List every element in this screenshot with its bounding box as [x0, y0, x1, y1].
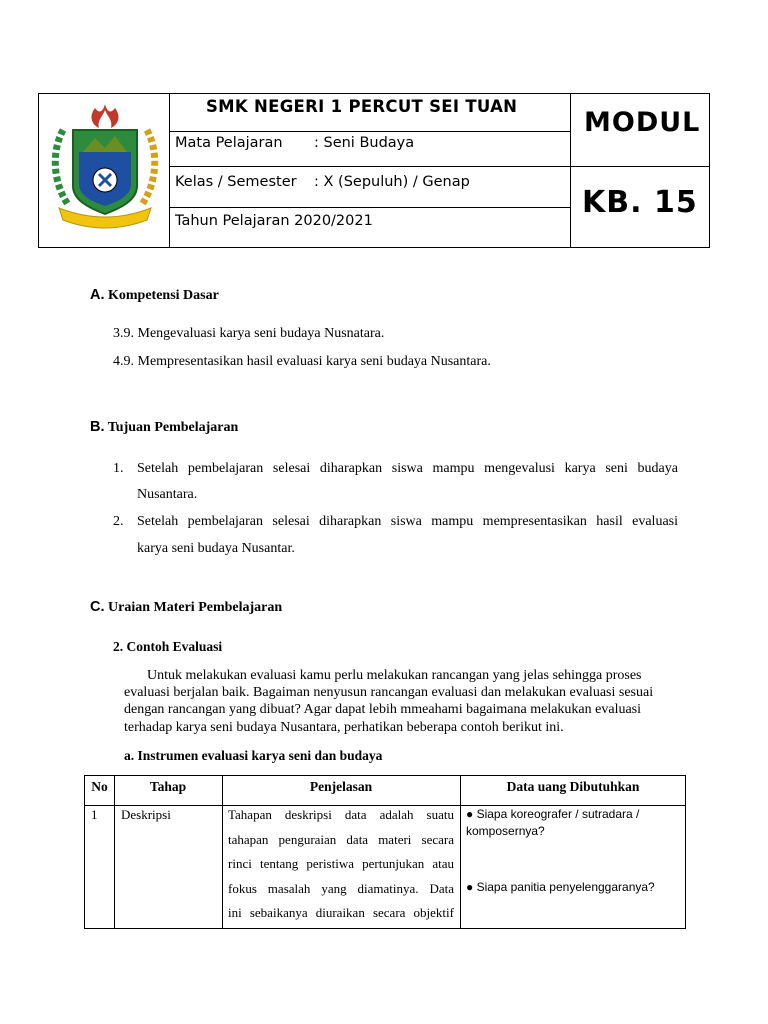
data-item-2: ● Siapa panitia penyelenggaranya?	[466, 880, 655, 894]
paragraph-line-4: terhadap karya seni budaya Nusantara, perhatikan beberapa contoh berikut ini.	[124, 720, 564, 735]
col-header-no: No	[91, 779, 108, 794]
school-year: Tahun Pelajaran 2020/2021	[175, 213, 373, 229]
section-a-heading: Kompetensi Dasar	[108, 288, 219, 303]
penjelasan-line: Tahapan deskripsi data adalah suatu	[228, 807, 454, 822]
goal-2-line-2: karya seni budaya Nusantar.	[137, 541, 295, 556]
paragraph-line-2: evaluasi berjalan baik. Bagaiman nenyusun rancangan evaluasi dan melakukan evaluasi sesuai	[124, 685, 654, 700]
col-header-penjelasan: Penjelasan	[309, 779, 373, 794]
kb-number: KB. 15	[582, 185, 698, 220]
subsection-title: 2. Contoh Evaluasi	[113, 639, 223, 654]
section-c-heading: Uraian Materi Pembelajaran	[108, 600, 283, 615]
kd-item-2: 4.9. Mempresentasikan hasil evaluasi karya seni budaya Nusantara.	[113, 354, 491, 369]
class-value: : X (Sepuluh) / Genap	[314, 174, 470, 190]
penjelasan-line: fokus masalah yang diamatinya. Data	[228, 880, 454, 896]
table-caption: a. Instrumen evaluasi karya seni dan budaya	[124, 748, 383, 763]
modul-label: MODUL	[584, 107, 701, 138]
subject-value: : Seni Budaya	[314, 135, 415, 151]
subject-label: Mata Pelajaran	[175, 135, 283, 151]
data-item-1-line-1: ● Siapa koreografer / sutradara /	[466, 807, 640, 821]
data-item-1-line-2: komposernya?	[466, 824, 545, 838]
paragraph-line-3: dengan rancangan yang dibuat? Agar dapat lebih mmeahami bagaimana melakukan evaluasi	[124, 702, 642, 717]
row-1-no: 1	[91, 807, 98, 822]
class-label: Kelas / Semester	[175, 174, 297, 190]
header-table	[38, 93, 710, 248]
penjelasan-line: rinci tentang peristiwa pertunjukan atau	[228, 856, 454, 871]
section-b-letter: B.	[90, 419, 105, 435]
goal-1-number: 1.	[113, 461, 124, 476]
section-b-heading: Tujuan Pembelajaran	[107, 420, 239, 435]
section-a-title	[90, 287, 219, 304]
paragraph-line-1: Untuk melakukan evaluasi kamu perlu melakukan rancangan yang jelas sehingga proses	[147, 668, 642, 683]
goal-2-line-1: Setelah pembelajaran selesai diharapkan siswa mampu mempresentasikan hasil evaluasi	[137, 514, 678, 529]
section-b-title	[90, 419, 238, 436]
section-c-title	[90, 599, 282, 616]
goal-2-number: 2.	[113, 514, 124, 529]
school-logo	[49, 102, 161, 234]
penjelasan-line: tahapan penguraian data materi secara	[228, 831, 454, 847]
goal-1-line-2: Nusantara.	[137, 487, 198, 502]
row-1-penjelasan	[228, 803, 454, 926]
kd-item-1: 3.9. Mengevaluasi karya seni budaya Nusnatara.	[113, 326, 385, 341]
section-c-letter: C.	[90, 599, 105, 615]
col-header-tahap: Tahap	[149, 779, 187, 794]
section-a-letter: A.	[90, 287, 105, 303]
penjelasan-line: ini sebaikanya diuraikan secara objektif	[228, 905, 454, 920]
evaluation-table	[84, 775, 686, 929]
col-header-data: Data uang Dibutuhkan	[506, 779, 640, 794]
row-1-tahap: Deskripsi	[121, 807, 171, 822]
school-name: SMK NEGERI 1 PERCUT SEI TUAN	[206, 97, 518, 116]
goal-1-line-1: Setelah pembelajaran selesai diharapkan siswa mampu mengevalusi karya seni budaya	[137, 461, 678, 476]
